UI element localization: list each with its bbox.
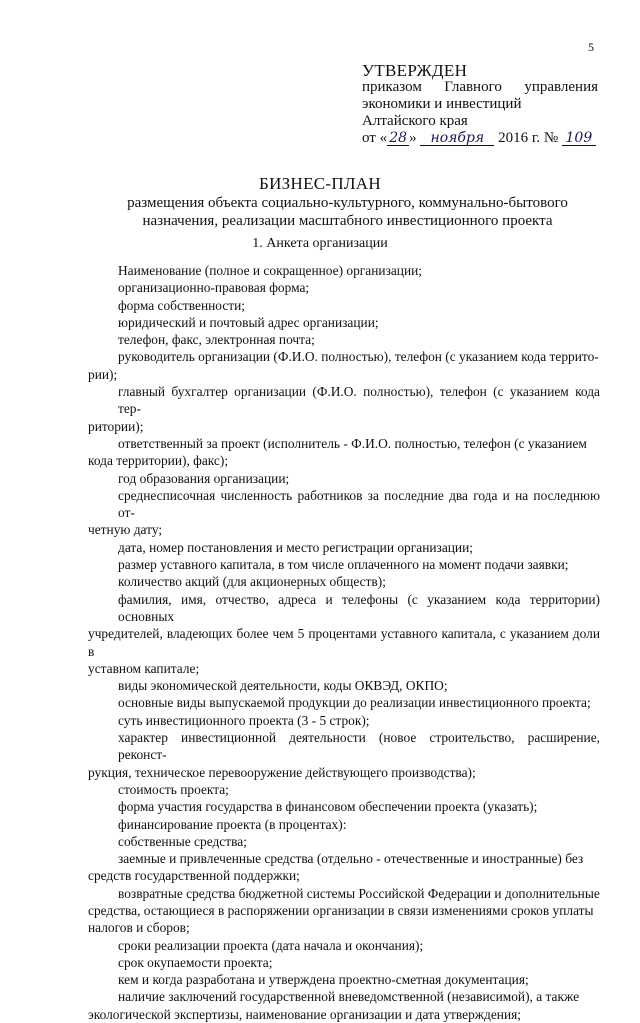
item-text: главный бухгалтер организации (Ф.И.О. полностью), телефон (с указанием кода тер- [118, 384, 600, 417]
list-item [118, 470, 600, 487]
item-text: заемные и привлеченные средства (отдельно - отечественные и иностранные) без [118, 851, 584, 867]
questionnaire-items [88, 262, 600, 1023]
list-item [118, 971, 600, 988]
item-text: Наименование (полное и сокращенное) организации; [118, 263, 423, 278]
list-item [118, 279, 600, 296]
item-text: виды экономической деятельности, коды ОКВЭД, ОКПО; [118, 678, 448, 694]
approval-line-1: приказом Главного управления [362, 79, 598, 95]
list-item [88, 435, 600, 470]
item-text-continued: средства, остающиеся в распоряжении организации в связи изменениями сроков уплаты [88, 902, 594, 918]
list-item [88, 591, 600, 677]
item-text: организационно-правовая форма; [118, 280, 310, 296]
order-day-handwritten: 28 [387, 131, 409, 146]
list-item [118, 816, 600, 833]
list-item [118, 712, 600, 729]
list-item [118, 573, 600, 590]
approval-line-3: Алтайского края [362, 113, 468, 129]
item-text: руководитель организации (Ф.И.О. полностью), телефон (с указанием кода террито- [118, 349, 599, 365]
item-text: фамилия, имя, отчество, адреса и телефоны (с указанием кода территории) основных [118, 591, 600, 624]
section-heading: 1. Анкета организации [252, 236, 388, 251]
item-text: форма собственности; [118, 297, 246, 313]
item-text: финансирование проекта (в процентах): [118, 816, 347, 832]
list-item [118, 833, 600, 850]
list-item [118, 798, 600, 815]
order-date-line [362, 130, 598, 147]
list-item [88, 383, 600, 435]
item-text: кем и когда разработана и утверждена проектно-сметная документация; [118, 972, 529, 988]
list-item [118, 314, 600, 331]
list-item [118, 262, 600, 279]
list-item [88, 988, 600, 1023]
list-item [88, 850, 600, 885]
item-text: наличие заключений государственной вневедомственной (независимой), а также [118, 989, 580, 1005]
list-item [118, 694, 600, 711]
list-item [88, 487, 600, 539]
item-text: сроки реализации проекта (дата начала и окончания); [118, 937, 424, 953]
item-text-continued: ритории); [88, 418, 144, 434]
item-text-continued: учредителей, владеющих более чем 5 процентами уставного капитала, с указанием доли в [88, 626, 600, 659]
item-text: возвратные средства бюджетной системы Российской Федерации и дополнительные [118, 885, 600, 901]
order-month-handwritten: ноября [420, 131, 494, 146]
list-item [118, 677, 600, 694]
item-text: дата, номер постановления и место регистрации организации; [118, 539, 473, 555]
order-date-quote: » [409, 130, 417, 146]
approved-heading: УТВЕРЖДЕН [362, 61, 468, 80]
page-number: 5 [588, 40, 594, 54]
item-text-continued: экологической экспертизы, наименование организации и дата утверждения; [88, 1006, 521, 1022]
item-text-continued: уставном капитале; [88, 660, 200, 676]
item-text: форма участия государства в финансовом обеспечении проекта (указать); [118, 799, 538, 815]
order-number-handwritten: 109 [562, 131, 596, 146]
item-text-continued: кода территории), факс); [88, 453, 229, 469]
item-text-continued: средств государственной поддержки; [88, 868, 300, 884]
item-text: количество акций (для акционерных обществ); [118, 574, 386, 590]
list-item [118, 937, 600, 954]
list-item [118, 781, 600, 798]
approval-block [362, 62, 598, 147]
list-item [118, 556, 600, 573]
list-item [118, 297, 600, 314]
item-text: среднесписочная численность работников за последние два года и на последнюю от- [118, 487, 600, 521]
item-text: срок окупаемости проекта; [118, 954, 273, 970]
item-text-continued: рукция, техническое перевооружение действующего производства); [88, 764, 476, 780]
list-item [88, 729, 600, 781]
document-subtitle: размещения объекта социально-культурного, коммунально-бытового назначения, реализации масштабного инвестиционного проекта [127, 195, 568, 229]
document-title: БИЗНЕС-ПЛАН [259, 174, 381, 193]
approval-line-2: экономики и инвестиций [362, 96, 522, 112]
item-text: размер уставного капитала, в том числе оплаченного на момент подачи заявки; [118, 557, 569, 573]
order-year: 2016 г. № [498, 130, 559, 146]
item-text: ответственный за проект (исполнитель - Ф.И.О. полностью, телефон (с указанием [118, 435, 587, 451]
order-date-prefix: от « [362, 130, 388, 146]
list-item [88, 885, 600, 937]
item-text: юридический и почтовый адрес организации; [118, 314, 379, 330]
item-text: характер инвестиционной деятельности (новое строительство, расширение, реконст- [118, 730, 600, 763]
list-item [88, 348, 600, 383]
item-text: стоимость проекта; [118, 781, 229, 797]
item-text: суть инвестиционного проекта (3 - 5 строк); [118, 712, 370, 728]
item-text-continued: налогов и сборов; [88, 920, 190, 936]
item-text-continued: четную дату; [88, 522, 163, 538]
item-text-continued: рии); [88, 366, 118, 382]
item-text: собственные средства; [118, 833, 247, 849]
list-item [118, 539, 600, 556]
list-item [118, 331, 600, 348]
item-text: телефон, факс, электронная почта; [118, 332, 315, 348]
item-text: основные виды выпускаемой продукции до реализации инвестиционного проекта; [118, 695, 591, 711]
item-text: год образования организации; [118, 470, 290, 486]
list-item [118, 954, 600, 971]
